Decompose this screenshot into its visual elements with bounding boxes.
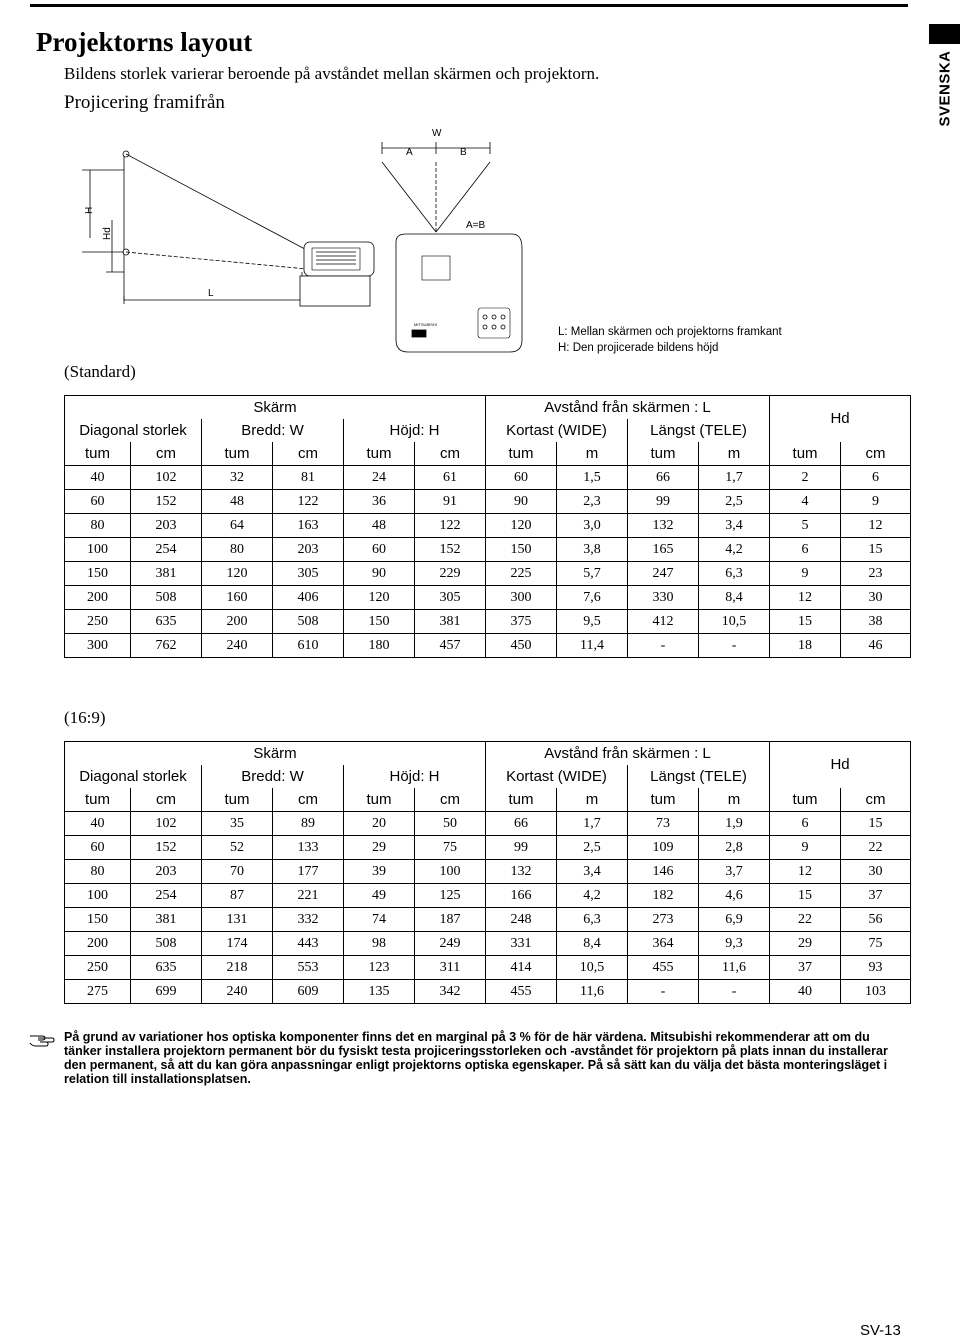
table-cell: 90 bbox=[344, 562, 415, 586]
table-cell: 99 bbox=[486, 836, 557, 860]
table-cell: 6,3 bbox=[699, 562, 770, 586]
group-screen: Skärm bbox=[65, 396, 486, 420]
table-cell: 122 bbox=[415, 514, 486, 538]
unit-cell: tum bbox=[770, 442, 841, 466]
table-cell: 457 bbox=[415, 634, 486, 658]
table-cell: 203 bbox=[273, 538, 344, 562]
table-cell: 275 bbox=[65, 980, 131, 1004]
unit-cell: cm bbox=[415, 788, 486, 812]
table-cell: 163 bbox=[273, 514, 344, 538]
table-cell: 300 bbox=[65, 634, 131, 658]
table-cell: 120 bbox=[344, 586, 415, 610]
table-cell: 60 bbox=[486, 466, 557, 490]
table-cell: 32 bbox=[202, 466, 273, 490]
table-cell: 203 bbox=[131, 860, 202, 884]
table-cell: 52 bbox=[202, 836, 273, 860]
table-cell: 414 bbox=[486, 956, 557, 980]
table-cell: 200 bbox=[65, 586, 131, 610]
unit-cell: cm bbox=[131, 442, 202, 466]
table-row bbox=[65, 956, 911, 980]
table-cell: 311 bbox=[415, 956, 486, 980]
table-cell: 218 bbox=[202, 956, 273, 980]
table-cell: 5,7 bbox=[557, 562, 628, 586]
table-cell: 38 bbox=[841, 610, 911, 634]
unit-cell: tum bbox=[202, 442, 273, 466]
table-cell: 15 bbox=[770, 610, 841, 634]
table-cell: 3,0 bbox=[557, 514, 628, 538]
table-row bbox=[65, 466, 911, 490]
table-row bbox=[65, 538, 911, 562]
column-diagonal: Diagonal storlek bbox=[65, 765, 202, 788]
table-cell: 98 bbox=[344, 932, 415, 956]
table-cell: 6 bbox=[841, 466, 911, 490]
projector-brand: MITSUBISHI bbox=[414, 322, 437, 327]
table-cell: 3,8 bbox=[557, 538, 628, 562]
group-distance: Avstånd från skärmen : L bbox=[486, 742, 770, 766]
table-cell: 2,5 bbox=[557, 836, 628, 860]
table-cell: 40 bbox=[65, 466, 131, 490]
table-cell: 120 bbox=[486, 514, 557, 538]
table-cell: 60 bbox=[65, 836, 131, 860]
table-cell: 15 bbox=[841, 538, 911, 562]
table-row bbox=[65, 562, 911, 586]
units-row bbox=[65, 442, 911, 466]
table-cell: 120 bbox=[202, 562, 273, 586]
table-cell: 8,4 bbox=[699, 586, 770, 610]
table-cell: 381 bbox=[131, 908, 202, 932]
table-cell: 146 bbox=[628, 860, 699, 884]
table-cell: 508 bbox=[273, 610, 344, 634]
table-cell: 40 bbox=[770, 980, 841, 1004]
table-cell: 11,4 bbox=[557, 634, 628, 658]
table-cell: 10,5 bbox=[557, 956, 628, 980]
table-cell: 635 bbox=[131, 956, 202, 980]
label-w: W bbox=[432, 128, 442, 139]
table-cell: 131 bbox=[202, 908, 273, 932]
table-cell: 75 bbox=[415, 836, 486, 860]
table-cell: 30 bbox=[841, 586, 911, 610]
table-cell: 20 bbox=[344, 812, 415, 836]
table-row bbox=[65, 884, 911, 908]
table-cell: 36 bbox=[344, 490, 415, 514]
table-cell: 9 bbox=[841, 490, 911, 514]
table-cell: 9 bbox=[770, 836, 841, 860]
table-cell: 2,5 bbox=[699, 490, 770, 514]
table-cell: 22 bbox=[841, 836, 911, 860]
table-cell: 15 bbox=[841, 812, 911, 836]
table-cell: 46 bbox=[841, 634, 911, 658]
table-cell: 60 bbox=[344, 538, 415, 562]
table-cell: 15 bbox=[770, 884, 841, 908]
table-cell: 273 bbox=[628, 908, 699, 932]
unit-cell: tum bbox=[628, 442, 699, 466]
table-cell: 200 bbox=[202, 610, 273, 634]
page-title: Projektorns layout bbox=[36, 27, 253, 57]
table-cell: 93 bbox=[841, 956, 911, 980]
table-cell: 132 bbox=[628, 514, 699, 538]
page-number: SV-13 bbox=[860, 1322, 901, 1339]
table-cell: 80 bbox=[65, 860, 131, 884]
unit-cell: tum bbox=[65, 788, 131, 812]
unit-cell: m bbox=[557, 442, 628, 466]
table-cell: 381 bbox=[415, 610, 486, 634]
table-cell: 160 bbox=[202, 586, 273, 610]
unit-cell: cm bbox=[131, 788, 202, 812]
table-cell: 3,4 bbox=[557, 860, 628, 884]
table-cell: - bbox=[628, 980, 699, 1004]
table-cell: 152 bbox=[415, 538, 486, 562]
table-cell: 240 bbox=[202, 634, 273, 658]
widescreen-table-label: (16:9) bbox=[64, 708, 106, 727]
table-cell: 699 bbox=[131, 980, 202, 1004]
table-row bbox=[65, 586, 911, 610]
section-heading: Projicering framifrån bbox=[64, 92, 225, 113]
table-cell: 5 bbox=[770, 514, 841, 538]
table-cell: 99 bbox=[628, 490, 699, 514]
standard-table-label: (Standard) bbox=[64, 362, 136, 381]
table-cell: 29 bbox=[344, 836, 415, 860]
table-cell: 66 bbox=[628, 466, 699, 490]
table-cell: 229 bbox=[415, 562, 486, 586]
table-cell: 2 bbox=[770, 466, 841, 490]
top-rule bbox=[30, 4, 908, 7]
note-text: På grund av variationer hos optiska komponenter finns det en marginal på 3 % för de här värdena. Mitsubishi rekommenderar att om du tänker installera projektorn permanent bör du fysiskt testa projiceringsstorleken och -avståndet för projektorn på plats innan du installerar den permanent, så att du kan göra anpassningar enligt projektorns optiska egenskaper. På så sätt kan du välja det bästa monteringsläget i relation till installationsplatsen. bbox=[64, 1030, 888, 1086]
group-screen: Skärm bbox=[65, 742, 486, 766]
unit-cell: m bbox=[699, 788, 770, 812]
diagram-legend bbox=[558, 324, 782, 356]
table-row bbox=[65, 812, 911, 836]
table-cell: 150 bbox=[65, 562, 131, 586]
table-row bbox=[65, 980, 911, 1004]
table-cell: 49 bbox=[344, 884, 415, 908]
table-cell: 150 bbox=[65, 908, 131, 932]
table-cell: 8,4 bbox=[557, 932, 628, 956]
table-cell: 70 bbox=[202, 860, 273, 884]
table-cell: 24 bbox=[344, 466, 415, 490]
table-cell: 73 bbox=[628, 812, 699, 836]
table-cell: 182 bbox=[628, 884, 699, 908]
table-cell: 29 bbox=[770, 932, 841, 956]
table-cell: 300 bbox=[486, 586, 557, 610]
standard-size-table bbox=[64, 395, 911, 658]
unit-cell: tum bbox=[202, 788, 273, 812]
unit-cell: tum bbox=[344, 788, 415, 812]
table-cell: 330 bbox=[628, 586, 699, 610]
table-cell: 305 bbox=[273, 562, 344, 586]
table-cell: 1,9 bbox=[699, 812, 770, 836]
table-row bbox=[65, 836, 911, 860]
table-cell: 150 bbox=[486, 538, 557, 562]
table-cell: 609 bbox=[273, 980, 344, 1004]
unit-cell: m bbox=[557, 788, 628, 812]
table-cell: 250 bbox=[65, 956, 131, 980]
table-cell: 4 bbox=[770, 490, 841, 514]
table-cell: 455 bbox=[628, 956, 699, 980]
table-cell: 125 bbox=[415, 884, 486, 908]
table-cell: 48 bbox=[202, 490, 273, 514]
table-cell: 150 bbox=[344, 610, 415, 634]
column-height: Höjd: H bbox=[344, 419, 486, 442]
label-l: L bbox=[208, 288, 214, 299]
table-cell: 455 bbox=[486, 980, 557, 1004]
table-cell: 443 bbox=[273, 932, 344, 956]
table-cell: - bbox=[628, 634, 699, 658]
table-cell: 74 bbox=[344, 908, 415, 932]
unit-cell: tum bbox=[628, 788, 699, 812]
table-row bbox=[65, 490, 911, 514]
table-cell: 248 bbox=[486, 908, 557, 932]
table-cell: - bbox=[699, 634, 770, 658]
table-cell: 254 bbox=[131, 538, 202, 562]
table-cell: 177 bbox=[273, 860, 344, 884]
table-cell: 364 bbox=[628, 932, 699, 956]
table-cell: 12 bbox=[770, 860, 841, 884]
unit-cell: tum bbox=[486, 788, 557, 812]
table-cell: 3,4 bbox=[699, 514, 770, 538]
table-cell: 152 bbox=[131, 836, 202, 860]
label-hd: Hd bbox=[102, 227, 113, 240]
table-row bbox=[65, 514, 911, 538]
table-cell: 166 bbox=[486, 884, 557, 908]
table-cell: 9 bbox=[770, 562, 841, 586]
table-cell: 342 bbox=[415, 980, 486, 1004]
units-row bbox=[65, 788, 911, 812]
table-cell: 331 bbox=[486, 932, 557, 956]
table-cell: 135 bbox=[344, 980, 415, 1004]
table-cell: 7,6 bbox=[557, 586, 628, 610]
table-cell: 200 bbox=[65, 932, 131, 956]
table-cell: 90 bbox=[486, 490, 557, 514]
table-cell: 64 bbox=[202, 514, 273, 538]
table-cell: 6,3 bbox=[557, 908, 628, 932]
table-cell: 203 bbox=[131, 514, 202, 538]
table-cell: 23 bbox=[841, 562, 911, 586]
table-cell: 18 bbox=[770, 634, 841, 658]
table-cell: 80 bbox=[65, 514, 131, 538]
table-row bbox=[65, 610, 911, 634]
widescreen-size-table bbox=[64, 741, 911, 1004]
table-cell: 635 bbox=[131, 610, 202, 634]
table-cell: 50 bbox=[415, 812, 486, 836]
column-width: Bredd: W bbox=[202, 419, 344, 442]
label-a: A bbox=[406, 147, 413, 158]
table-cell: 122 bbox=[273, 490, 344, 514]
table-cell: 9,3 bbox=[699, 932, 770, 956]
projection-diagram bbox=[60, 122, 540, 372]
table-cell: 406 bbox=[273, 586, 344, 610]
table-cell: 37 bbox=[770, 956, 841, 980]
table-cell: 250 bbox=[65, 610, 131, 634]
table-cell: 254 bbox=[131, 884, 202, 908]
unit-cell: cm bbox=[415, 442, 486, 466]
table-row bbox=[65, 634, 911, 658]
legend-line-h: H: Den projicerade bildens höjd bbox=[558, 342, 719, 354]
table-cell: 80 bbox=[202, 538, 273, 562]
table-cell: 66 bbox=[486, 812, 557, 836]
table-cell: 6 bbox=[770, 538, 841, 562]
table-cell: 4,2 bbox=[557, 884, 628, 908]
unit-cell: cm bbox=[841, 442, 911, 466]
column-height: Höjd: H bbox=[344, 765, 486, 788]
table-cell: 508 bbox=[131, 586, 202, 610]
column-tele: Längst (TELE) bbox=[628, 765, 770, 788]
table-cell: 508 bbox=[131, 932, 202, 956]
table-row bbox=[65, 860, 911, 884]
table-cell: 165 bbox=[628, 538, 699, 562]
table-cell: - bbox=[699, 980, 770, 1004]
table-cell: 412 bbox=[628, 610, 699, 634]
table-cell: 375 bbox=[486, 610, 557, 634]
table-cell: 12 bbox=[841, 514, 911, 538]
column-tele: Längst (TELE) bbox=[628, 419, 770, 442]
table-cell: 6,9 bbox=[699, 908, 770, 932]
column-hd: Hd bbox=[770, 742, 911, 789]
table-cell: 1,7 bbox=[699, 466, 770, 490]
table-cell: 81 bbox=[273, 466, 344, 490]
column-hd: Hd bbox=[770, 396, 911, 443]
column-wide: Kortast (WIDE) bbox=[486, 765, 628, 788]
table-cell: 610 bbox=[273, 634, 344, 658]
language-tab bbox=[929, 24, 960, 127]
table-cell: 9,5 bbox=[557, 610, 628, 634]
table-cell: 553 bbox=[273, 956, 344, 980]
table-cell: 123 bbox=[344, 956, 415, 980]
table-cell: 60 bbox=[65, 490, 131, 514]
table-cell: 56 bbox=[841, 908, 911, 932]
table-cell: 2,8 bbox=[699, 836, 770, 860]
unit-cell: tum bbox=[486, 442, 557, 466]
language-label: SVENSKA bbox=[936, 50, 954, 127]
table-cell: 762 bbox=[131, 634, 202, 658]
table-cell: 305 bbox=[415, 586, 486, 610]
table-cell: 109 bbox=[628, 836, 699, 860]
unit-cell: tum bbox=[344, 442, 415, 466]
table-cell: 100 bbox=[415, 860, 486, 884]
legend-line-l: L: Mellan skärmen och projektorns framkant bbox=[558, 326, 782, 338]
table-row bbox=[65, 932, 911, 956]
table-cell: 100 bbox=[65, 884, 131, 908]
table-cell: 22 bbox=[770, 908, 841, 932]
table-cell: 10,5 bbox=[699, 610, 770, 634]
table-cell: 152 bbox=[131, 490, 202, 514]
table-cell: 4,6 bbox=[699, 884, 770, 908]
table-cell: 6 bbox=[770, 812, 841, 836]
label-h: H bbox=[84, 206, 95, 214]
table-cell: 249 bbox=[415, 932, 486, 956]
table-cell: 3,7 bbox=[699, 860, 770, 884]
table-cell: 225 bbox=[486, 562, 557, 586]
table-cell: 37 bbox=[841, 884, 911, 908]
unit-cell: tum bbox=[65, 442, 131, 466]
table-cell: 30 bbox=[841, 860, 911, 884]
table-cell: 240 bbox=[202, 980, 273, 1004]
group-distance: Avstånd från skärmen : L bbox=[486, 396, 770, 420]
table-cell: 247 bbox=[628, 562, 699, 586]
table-cell: 103 bbox=[841, 980, 911, 1004]
table-cell: 2,3 bbox=[557, 490, 628, 514]
unit-cell: cm bbox=[841, 788, 911, 812]
column-width: Bredd: W bbox=[202, 765, 344, 788]
unit-cell: cm bbox=[273, 442, 344, 466]
table-cell: 12 bbox=[770, 586, 841, 610]
column-wide: Kortast (WIDE) bbox=[486, 419, 628, 442]
column-diagonal: Diagonal storlek bbox=[65, 419, 202, 442]
table-cell: 332 bbox=[273, 908, 344, 932]
table-cell: 187 bbox=[415, 908, 486, 932]
table-cell: 180 bbox=[344, 634, 415, 658]
table-cell: 75 bbox=[841, 932, 911, 956]
table-cell: 61 bbox=[415, 466, 486, 490]
table-cell: 174 bbox=[202, 932, 273, 956]
table-cell: 35 bbox=[202, 812, 273, 836]
table-cell: 133 bbox=[273, 836, 344, 860]
table-cell: 1,7 bbox=[557, 812, 628, 836]
label-b: B bbox=[460, 147, 467, 158]
table-cell: 102 bbox=[131, 812, 202, 836]
table-cell: 132 bbox=[486, 860, 557, 884]
table-cell: 1,5 bbox=[557, 466, 628, 490]
pointing-hand-icon bbox=[28, 1030, 58, 1048]
table-cell: 40 bbox=[65, 812, 131, 836]
page-subtitle: Bildens storlek varierar beroende på avståndet mellan skärmen och projektorn. bbox=[64, 64, 600, 83]
table-cell: 102 bbox=[131, 466, 202, 490]
table-cell: 4,2 bbox=[699, 538, 770, 562]
unit-cell: cm bbox=[273, 788, 344, 812]
table-cell: 221 bbox=[273, 884, 344, 908]
unit-cell: tum bbox=[770, 788, 841, 812]
table-cell: 89 bbox=[273, 812, 344, 836]
table-cell: 11,6 bbox=[557, 980, 628, 1004]
table-cell: 87 bbox=[202, 884, 273, 908]
table-cell: 48 bbox=[344, 514, 415, 538]
table-cell: 450 bbox=[486, 634, 557, 658]
unit-cell: m bbox=[699, 442, 770, 466]
table-cell: 11,6 bbox=[699, 956, 770, 980]
table-cell: 39 bbox=[344, 860, 415, 884]
table-cell: 381 bbox=[131, 562, 202, 586]
table-cell: 100 bbox=[65, 538, 131, 562]
table-cell: 91 bbox=[415, 490, 486, 514]
label-a-equals-b: A=B bbox=[466, 220, 486, 231]
table-row bbox=[65, 908, 911, 932]
